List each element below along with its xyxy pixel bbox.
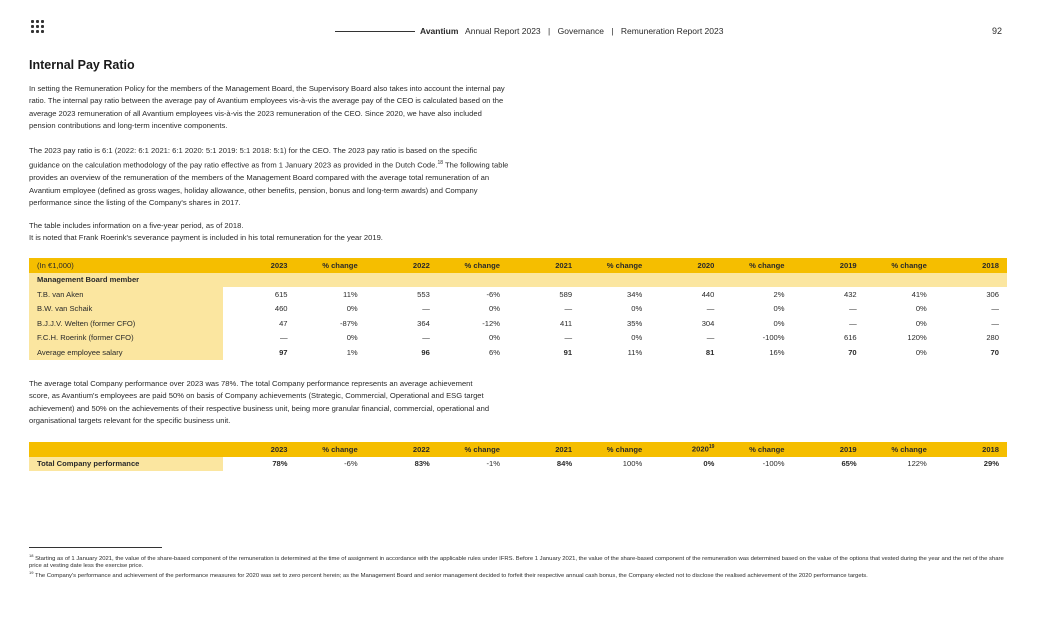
section-fill [223, 273, 1007, 288]
table-cell: 304 [701, 318, 715, 328]
footnote-number: 18 [29, 553, 34, 558]
header-cell: 2023 [223, 442, 295, 457]
header-cell: 2023 [223, 258, 295, 273]
table-cell: — [706, 333, 715, 343]
footnote-rule [29, 547, 162, 548]
footnote-19 [29, 569, 1004, 580]
footnote-ref-18[interactable]: 18 [437, 160, 444, 167]
table-cell: — [564, 304, 573, 314]
remuneration-table [29, 258, 1007, 360]
table-cell: 0% [488, 304, 500, 314]
paragraph-company-performance: The average total Company performance over 2023 was 78%. The total Company performance represents an average achievement score, as Avantium's employees are paid 50% on basis of Company achievements (Strategic, Commercial, Operational and ESG target achievement) and 50% on the achievements of their respective business unit, being more granular financial, commercial, operational and organisational targets relevant for the specific business unit. [29, 379, 490, 426]
table-cell: 29% [983, 459, 999, 469]
table-cell: 81 [705, 347, 715, 357]
table-cell: — [849, 318, 857, 328]
table-cell: 0% [773, 318, 785, 328]
table-cell: 97 [279, 347, 288, 357]
running-header [420, 26, 723, 36]
table-cell: — [991, 304, 999, 314]
header-cell: % change [296, 442, 366, 457]
table-cell: 122% [907, 459, 927, 469]
header-cell: % change [580, 258, 650, 273]
header-cell [29, 442, 223, 457]
table-cell: 0% [631, 333, 643, 343]
table-cell: 0% [346, 333, 358, 343]
header-cell: (In €1,000) [29, 258, 223, 273]
paragraph-pay-ratio [29, 145, 509, 210]
paragraph-table-note-a: The table includes information on a five-year period, as of 2018. [29, 221, 244, 230]
footnote-ref-19[interactable]: 19 [708, 444, 715, 451]
header-rule [335, 31, 415, 32]
table-cell: 91 [563, 347, 573, 357]
row-label: B.J.J.V. Welten (former CFO) [29, 316, 223, 331]
header-cell: % change [722, 442, 792, 457]
table-cell: -100% [762, 459, 785, 469]
table-row [29, 457, 1007, 472]
table-cell: — [849, 304, 857, 314]
table-cell: 100% [622, 459, 643, 469]
table-cell: 0% [488, 333, 500, 343]
table-row [29, 287, 1007, 302]
table-header-row [29, 258, 1007, 273]
table-cell: 364 [417, 318, 430, 328]
table-row [29, 316, 1007, 331]
table-cell: 78% [272, 459, 288, 469]
table-cell: -6% [344, 459, 358, 469]
footnote-number: 19 [29, 570, 34, 575]
table-cell: 0% [773, 304, 785, 314]
table-cell: 589 [559, 289, 573, 299]
header-cell: 2021 [508, 442, 580, 457]
table-section-row [29, 273, 1007, 288]
table-cell: 411 [559, 318, 573, 328]
header-company: Avantium [420, 26, 459, 36]
table-cell: 0% [915, 304, 927, 314]
header-cell: 2020 [650, 258, 722, 273]
table-cell: 47 [279, 318, 288, 328]
table-cell: 11% [627, 347, 643, 357]
header-cell: 2022 [366, 442, 438, 457]
row-label: Total Company performance [29, 457, 223, 472]
table-cell: — [706, 304, 715, 314]
section-label: Management Board member [29, 273, 223, 288]
table-cell: -1% [486, 459, 500, 469]
table-header-row [29, 442, 1007, 457]
table-cell: — [422, 304, 430, 314]
table-cell: 70 [990, 347, 999, 357]
header-cell: 2019 [793, 258, 865, 273]
table-cell: 553 [417, 289, 430, 299]
header-report[interactable]: Annual Report 2023 [465, 26, 541, 36]
table-cell: 306 [986, 289, 999, 299]
table-cell: 0% [631, 304, 643, 314]
table-cell: 83% [414, 459, 430, 469]
table-cell: 1% [346, 347, 358, 357]
footnote-text: The Company's performance and achievement of the performance measures for 2020 was set to zero percent herein; as the Management Board and senior management decided to forfeit their respective annual cash bonus, the Company elected not to disclose the realised achievement of the 2020 performance targets. [33, 572, 868, 579]
table-cell: -87% [339, 318, 358, 328]
header-cell: % change [438, 258, 508, 273]
paragraph-pay-ratio-b: The following table provides an overview of the remuneration of the members of the Management Board compared with the average total remuneration of an Avantium employee (defined as gross wages, holiday allowance, other benefits, pension, bonus and long-term awards) and Company performance since the listing of the Company's shares in 2017. [29, 160, 509, 208]
header-cell: 2020 [691, 445, 709, 455]
paragraph-pay-ratio-a: The 2023 pay ratio is 6:1 (2022: 6:1 2021: 6:1 2020: 5:1 2019: 5:1 2018: 5:1) for the CEO. The 2023 pay ratio is based on the specific guidance on the calculation methodology of the pay ratio effective as from 1 January 2023 as provided in the Dutch Code. [29, 146, 478, 170]
table-cell: — [279, 333, 288, 343]
table-cell: 432 [843, 289, 857, 299]
table-cell: 65% [841, 459, 857, 469]
footnote-text: Starting as of 1 January 2021, the value of the share-based component of the remuneration is determined at the time of assignment in accordance with the applicable rules under IFRS. Before 1 January 2021, the value of the share-based component of the remuneration was determined based on the value of the options that vested during the year and the net of the share price at vesting date less the exercise price. [29, 555, 1004, 570]
table-cell: 0% [346, 304, 358, 314]
company-performance-table [29, 442, 1007, 471]
table-row [29, 302, 1007, 317]
paragraph-table-note-b: It is noted that Frank Roerink's severance payment is included in his total remuneration for the year 2019. [29, 233, 383, 243]
paragraph-table-note [29, 220, 509, 245]
table-cell: 70 [848, 347, 857, 357]
row-label: F.C.H. Roerink (former CFO) [29, 331, 223, 346]
header-cell-2020 [650, 442, 722, 457]
page-number: 92 [992, 26, 1003, 36]
header-cell: % change [722, 258, 792, 273]
table-cell: — [564, 333, 573, 343]
table-cell: 0% [703, 459, 715, 469]
table-cell: 120% [907, 333, 927, 343]
table-cell: 16% [769, 347, 785, 357]
paragraph-intro: In setting the Remuneration Policy for the members of the Management Board, the Supervisory Board also takes into account the internal pay ratio. The internal pay ratio between the average pay of Avantium employees vis-à-vis the average pay of the CEO is calculated based on the average 2023 remuneration of all Avantium employees vis-à-vis the 2023 remuneration of the CEO. Since 2020, we have also included pension contributions and long-term incentive components. [29, 84, 505, 131]
table-cell: 280 [986, 333, 999, 343]
table-cell: 460 [274, 304, 288, 314]
table-cell: 35% [627, 318, 643, 328]
header-cell: % change [865, 442, 935, 457]
table-cell: 6% [488, 347, 500, 357]
table-row [29, 331, 1007, 346]
table-cell: 0% [915, 347, 927, 357]
table-cell: 2% [773, 289, 785, 299]
table-cell: -12% [482, 318, 500, 328]
header-cell: 2019 [793, 442, 865, 457]
table-cell: 0% [915, 318, 927, 328]
table-cell: 440 [701, 289, 715, 299]
table-cell: 34% [627, 289, 643, 299]
header-separator: | [611, 26, 614, 36]
row-label: Average employee salary [29, 345, 223, 360]
table-row-average [29, 345, 1007, 360]
table-cell: 11% [343, 289, 358, 299]
header-cell: % change [296, 258, 366, 273]
header-subsection[interactable]: Remuneration Report 2023 [620, 26, 724, 36]
header-section[interactable]: Governance [557, 26, 604, 36]
header-cell: 2022 [366, 258, 438, 273]
table-cell: 616 [843, 333, 857, 343]
header-cell: 2018 [935, 258, 1007, 273]
table-cell: — [422, 333, 430, 343]
page-title: Internal Pay Ratio [29, 58, 135, 72]
header-cell: % change [865, 258, 935, 273]
footnote-18 [29, 552, 1004, 571]
header-cell: % change [580, 442, 650, 457]
header-cell: 2018 [935, 442, 1007, 457]
table-cell: 615 [274, 289, 288, 299]
grid-menu-icon[interactable] [31, 20, 44, 33]
header-cell: % change [438, 442, 508, 457]
table-cell: -100% [762, 333, 785, 343]
table-cell: 96 [421, 347, 430, 357]
table-cell: 84% [556, 459, 573, 469]
table-cell: — [991, 318, 999, 328]
table-cell: -6% [486, 289, 500, 299]
header-separator: | [548, 26, 551, 36]
row-label: T.B. van Aken [29, 287, 223, 302]
row-label: B.W. van Schaik [29, 302, 223, 317]
header-cell: 2021 [508, 258, 580, 273]
table-cell: 41% [911, 289, 927, 299]
